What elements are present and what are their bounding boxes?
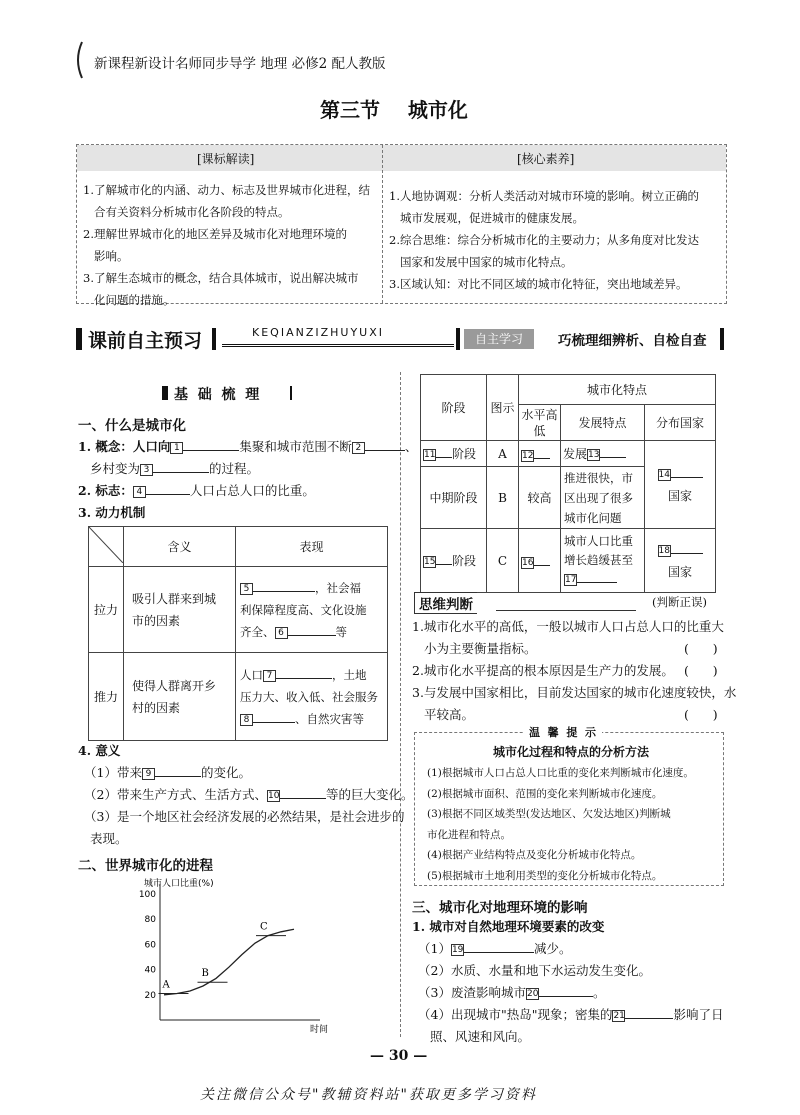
stage-table — [420, 374, 716, 593]
fill-blank[interactable] — [600, 445, 626, 458]
blank-number: 11 — [424, 450, 436, 460]
heading-impact: 三、城市化对地理环境的影响 — [412, 900, 588, 916]
table-cell: A — [487, 441, 519, 467]
stage-label: B — [201, 968, 209, 980]
table-cell: 11 阶段 — [421, 441, 487, 467]
blank-number: 4 — [133, 486, 146, 498]
literacy-header: [核心素养] — [517, 152, 575, 166]
blank-number: 12 — [522, 450, 534, 461]
fill-blank[interactable] — [464, 940, 534, 953]
fill-blank[interactable] — [436, 445, 452, 458]
list-item: 城市发展观，促进城市的健康发展。 — [389, 211, 584, 225]
table-cell: 使得人群离开乡村的因素 — [124, 653, 236, 741]
y-tick-label: 80 — [144, 915, 156, 926]
table-cell: 14 国家 — [645, 441, 716, 529]
list-item: 1.了解城市化的内涵、动力、标志及世界城市化进程，结 — [83, 183, 370, 197]
meaning-3b: 表现。 — [90, 831, 128, 846]
judge-tag: (判断正误) — [652, 595, 707, 609]
blank-number: 14 — [658, 469, 670, 480]
col-header: 阶段 — [421, 375, 487, 441]
col-header: 图示 — [487, 375, 519, 441]
list-item: 合有关资料分析城市化各阶段的特点。 — [83, 205, 290, 219]
literacy-list — [389, 185, 725, 295]
curriculum-list — [83, 179, 379, 311]
list-item: 化问题的措施。 — [83, 293, 175, 307]
list-item: 3.区域认知：对比不同区域的城市化特征，突出地域差异。 — [389, 277, 688, 291]
list-item: 国家和发展中国家的城市化特点。 — [389, 255, 573, 269]
col-header: 含义 — [124, 527, 236, 567]
page-header — [78, 48, 728, 78]
answer-paren[interactable]: ( ) — [684, 663, 718, 678]
judge-1: 1.城市化水平的高低，一般以城市人口占总人口的比重大 — [412, 619, 724, 634]
banner-slogan: 巧梳理细辨析、自检自查 — [558, 333, 707, 349]
y-tick-label: 40 — [144, 965, 156, 976]
fill-blank[interactable] — [155, 764, 201, 777]
fill-blank[interactable] — [365, 438, 405, 451]
col-header: 城市化特点 — [519, 375, 716, 405]
table-cell: 15 阶段 — [421, 529, 487, 593]
tip-item: (2)根据城市面积、范围的变化来判断城市化速度。 — [427, 787, 663, 800]
sign-line: 2. 标志： 4 人口占总人口的比重。 — [78, 483, 315, 498]
table-cell: 推进很快，市区出现了很多城市化问题 — [561, 467, 645, 529]
tip-item: (4)根据产业结构特点及变化分析城市化特点。 — [427, 849, 642, 861]
heading-world-process: 二、世界城市化的进程 — [78, 858, 213, 874]
judge-2: 2.城市化水平提高的根本原因是生产力的发展。 ( ) — [412, 660, 724, 682]
list-item: 2.综合思维：综合分析城市化的主要动力；从多角度对比发达 — [389, 233, 699, 247]
tip-item: (1)根据城市人口占总人口比重的变化来判断城市化速度。 — [427, 767, 694, 779]
blank-number: 10 — [267, 791, 280, 801]
tips-title: 城市化过程和特点的分析方法 — [493, 745, 650, 759]
col-header: 分布国家 — [645, 405, 716, 441]
blank-number: 18 — [658, 545, 670, 556]
blank-number: 9 — [142, 768, 155, 780]
row-header: 推力 — [89, 653, 124, 741]
dynamics-table — [88, 526, 388, 741]
list-item: 2.理解世界城市化的地区差异及城市化对地理环境的 — [83, 227, 347, 241]
objectives-box — [76, 144, 727, 307]
impact-sub: 1. 城市对自然地理环境要素的改变 — [412, 919, 605, 934]
list-item: 1.人地协调观：分析人类活动对城市环境的影响。树立正确的 — [389, 189, 699, 203]
meaning-1: （1）带来 9 的变化。 — [84, 765, 251, 780]
judge-1b: 小为主要衡量指标。 ( ) — [424, 638, 724, 660]
blank-number: 1 — [170, 442, 183, 454]
dynamics-heading: 3. 动力机制 — [78, 505, 146, 520]
fill-blank[interactable] — [436, 552, 452, 565]
answer-paren[interactable]: ( ) — [684, 641, 718, 656]
list-item: 影响。 — [83, 249, 129, 263]
basic-review-label: 基 础 梳 理 — [174, 387, 260, 403]
fill-blank[interactable] — [577, 570, 617, 583]
tip-item: 市化进程和特点。 — [427, 828, 511, 841]
fill-blank[interactable] — [146, 482, 190, 495]
meaning-3: （3）是一个地区社会经济发展的必然结果，是社会进步的 — [84, 809, 405, 824]
banner-tag: 自主学习 — [464, 329, 534, 349]
tips-tag: 温 馨 提 示 — [523, 724, 602, 740]
heading-what-is: 一、什么是城市化 — [78, 418, 186, 434]
table-cell: 5 ，社会福 利保障程度高、文化设施 齐全、 6 等 — [236, 567, 388, 653]
blank-number: 13 — [588, 450, 600, 460]
fill-blank[interactable] — [183, 438, 239, 451]
table-cell: B — [487, 467, 519, 529]
y-tick-label: 100 — [138, 890, 156, 900]
blank-number: 19 — [451, 945, 464, 955]
tips-box — [414, 726, 724, 886]
fill-blank[interactable] — [253, 579, 315, 592]
footer-note: 关注微信公众号"教辅资料站"获取更多学习资料 — [200, 1087, 537, 1103]
fill-blank[interactable] — [534, 553, 550, 566]
diagonal-line — [89, 527, 123, 563]
y-tick-label: 60 — [144, 940, 156, 951]
blank-number: 6 — [275, 627, 288, 639]
stage-label: A — [162, 979, 170, 991]
fill-blank[interactable] — [288, 623, 336, 636]
blank-number: 8 — [240, 714, 253, 726]
book-title: 新课程新设计名师同步导学 地理 必修2 配人教版 — [94, 56, 386, 72]
fill-blank[interactable] — [253, 710, 295, 723]
fill-blank[interactable] — [671, 465, 703, 478]
blank-number: 21 — [613, 1011, 625, 1021]
table-cell: 发展13 — [561, 441, 645, 467]
meaning-2: （2）带来生产方式、生活方式、10 等的巨大变化。 — [84, 787, 414, 802]
blank-number: 5 — [240, 583, 253, 595]
page-number: — 30 — — [370, 1048, 428, 1064]
list-item: 3.了解生态城市的概念，结合具体城市，说出解决城市 — [83, 271, 359, 285]
section-title: 第三节 城市化 — [320, 98, 468, 122]
tip-item: (5)根据城市土地利用类型的变化分析城市化特点。 — [427, 869, 663, 882]
impact-4b: 照、风速和风向。 — [430, 1029, 531, 1044]
table-cell: 吸引人群来到城市的因素 — [124, 567, 236, 653]
fill-blank[interactable] — [539, 984, 593, 997]
col-header: 水平高低 — [519, 405, 561, 441]
impact-4: （4）出现城市"热岛"现象；密集的21 影响了日 — [418, 1007, 724, 1022]
table-cell — [519, 529, 561, 593]
concept-line-2: 乡村变为 3 的过程。 — [90, 461, 260, 476]
table-cell: 城市人口比重增长趋缓甚至17 — [561, 529, 645, 593]
table-cell: C — [487, 529, 519, 593]
fill-blank[interactable] — [276, 666, 332, 679]
table-cell — [519, 441, 561, 467]
judge-3b: 平较高。 ( ) — [424, 704, 724, 726]
blank-number: 7 — [263, 670, 276, 682]
col-header: 发展特点 — [561, 405, 645, 441]
tip-item: (3)根据不同区域类型(发达地区、欠发达地区)判断城 — [427, 808, 671, 820]
stage-label: C — [260, 921, 268, 933]
blank-number: 17 — [565, 575, 577, 585]
fill-blank[interactable] — [625, 1006, 673, 1019]
blank-number: 16 — [522, 557, 534, 568]
banner-title: 课前自主预习 — [88, 330, 203, 352]
table-cell: 18 国家 — [645, 529, 716, 593]
col-header: 表现 — [236, 527, 388, 567]
impact-2: （2）水质、水量和地下水运动发生变化。 — [418, 963, 651, 978]
impact-1: （1）19 减少。 — [418, 941, 572, 956]
judge-title: 思维判断 — [414, 592, 477, 614]
y-axis-label: 城市人口比重(%) — [144, 879, 214, 889]
judge-3: 3.与发展中国家相比，目前发达国家的城市化速度较快，水 — [412, 685, 737, 700]
fill-blank[interactable] — [671, 541, 703, 554]
y-tick-label: 20 — [144, 990, 156, 1001]
section-banner — [76, 326, 728, 354]
table-cell: 人口 7 ，土地 压力大、收入低、社会服务 8 、自然灾害等 — [236, 653, 388, 741]
meaning-heading: 4. 意义 — [78, 743, 121, 758]
concept-line: 1. 概念：人口向 1 集聚和城市范围不断 2 、 — [78, 439, 418, 454]
urbanization-chart — [130, 874, 330, 1034]
blank-number: 3 — [140, 464, 153, 476]
curriculum-header: [课标解读] — [197, 152, 255, 166]
blank-number: 2 — [352, 442, 365, 454]
impact-3: （3）废渣影响城市20 。 — [418, 985, 606, 1000]
bracket-ornament — [72, 40, 86, 80]
fill-blank[interactable] — [153, 460, 209, 473]
fill-blank[interactable] — [534, 446, 550, 459]
blank-number: 15 — [424, 557, 436, 567]
judge-header — [412, 592, 722, 614]
banner-pinyin: KEQIANZIZHUYUXI — [252, 326, 385, 339]
fill-blank[interactable] — [280, 786, 326, 799]
answer-paren[interactable]: ( ) — [684, 707, 718, 722]
series-line — [164, 929, 294, 995]
table-cell: 较高 — [519, 467, 561, 529]
x-axis-label: 时间 — [310, 1025, 329, 1034]
table-cell: 中期阶段 — [421, 467, 487, 529]
row-header: 拉力 — [89, 567, 124, 653]
blank-number: 20 — [526, 989, 539, 999]
